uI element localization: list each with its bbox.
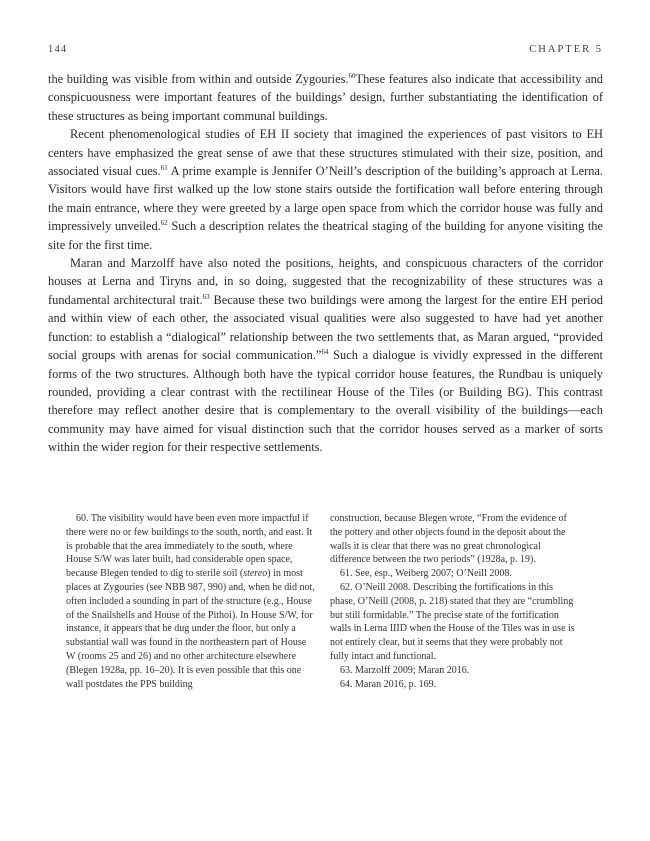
footnote-60-continued: construction, because Blegen wrote, “From the evidence of the pottery and other objects found in the deposit about the walls it is clear that there was no great chronological difference between the two periods” (1928a, p. 19). (330, 513, 567, 566)
main-text (48, 70, 603, 457)
footnote-ref-62[interactable]: 62 (160, 219, 168, 228)
footnotes-right-column (330, 512, 580, 691)
footnote-60 (66, 512, 316, 691)
text-run: Such a dialogue is vividly expressed in the different forms of the two structures. Although both have the typical corridor house features, the Rundbau is uniquely rounded, providing a clear contrast with the rectilinear House of the Tiles (or Building BG). This contrast therefore may reflect another desire that is complementary to the overall visibility of the buildings—each community may have aimed for visual distinction such that the corridor houses served as a marker of sorts within the wider region for their respective settlements. (48, 348, 603, 455)
text-run: These features also indicate that accessibility and conspicuousness were important features of the buildings’ design, further substantiating the identification of these structures as being important communal buildings. (48, 72, 603, 123)
footnote-ref-64[interactable]: 64 (321, 347, 329, 356)
footnote-ref-63[interactable]: 63 (202, 292, 210, 301)
footnote-ref-60[interactable]: 60 (348, 71, 356, 80)
text-run: 60. The visibility would have been even more impactful if there were no or few buildings to the south, north, and east. It is probable that the area immediately to the south, where House S/W was later built, had considerable open space, because Blegen tended to dig to sterile soil ( (66, 513, 313, 580)
footnote-ref-61[interactable]: 61 (160, 163, 168, 172)
page-number: 144 (48, 44, 68, 55)
footnote-62: 62. O’Neill 2008. Describing the fortifications in this phase, O’Neill (2008, p. 218) stated that they are “crumbling but still formidable.” The precise state of the fortification walls in Lerna IIID when the House of the Tiles was in use is not entirely clear, but it seems that they were probably not fully intact and functional. (330, 581, 575, 662)
paragraph-1 (48, 70, 603, 125)
text-run: Because these two buildings were among the largest for the entire EH period and within view of each other, the associated visual qualities were also suggested to have had yet another function: to establish a “dialogical” relationship between the two settlements that, as Maran argued, “provided social groups with arenas for social communication.” (48, 292, 603, 363)
footnote-63: 63. Marzolff 2009; Maran 2016. (340, 664, 470, 676)
paragraph-2 (48, 125, 603, 254)
footnote-64: 64. Maran 2016, p. 169. (340, 678, 437, 690)
text-run: Recent phenomenological studies of EH II society that imagined the experiences of past visitors to EH centers have emphasized the great sense of awe that these structures stimulated with their size, position, and associated visual cues. (48, 127, 603, 179)
footnotes-left-column (66, 512, 316, 691)
text-run: A prime example is Jennifer O’Neill’s description of the building’s approach at Lerna. Visitors would have first walked up the low stone stairs outside the fortification wall before entering through the main entrance, where they were greeted by a large open space from which the corridor house was fully and impressively unveiled. (48, 164, 603, 234)
running-header (48, 44, 603, 60)
text-run: Such a description relates the theatrical staging of the building for anyone visiting the site for the first time. (48, 219, 603, 252)
text-run: the building was visible from within and outside Zygouries. (48, 72, 349, 86)
italic-term: stereo (243, 568, 268, 580)
text-run: Maran and Marzolff have also noted the positions, heights, and conspicuous characters of the corridor houses at Lerna and Tiryns and, in so doing, suggested that the recognizability of these structures was a fundamental architectural trait. (48, 256, 603, 307)
text-run: ) in most places at Zygouries (see NBB 987, 990) and, when he did not, often included a sounding in part of the structure (e.g., House of the Snailshells and House of the Pithoi). In House S/W, for instance, it appears that he dug under the floor, but only a substantial wall was found in the northeastern part of House W (rooms 25 and 26) and no other architecture elsewhere (Blegen 1928a, pp. 16–20). It is even possible that this one wall postdates the PPS building (66, 568, 315, 690)
paragraph-3 (48, 254, 603, 456)
footnote-61: 61. See, esp., Weiberg 2007; O’Neill 2008. (340, 568, 512, 580)
chapter-title: CHAPTER 5 (529, 44, 603, 55)
